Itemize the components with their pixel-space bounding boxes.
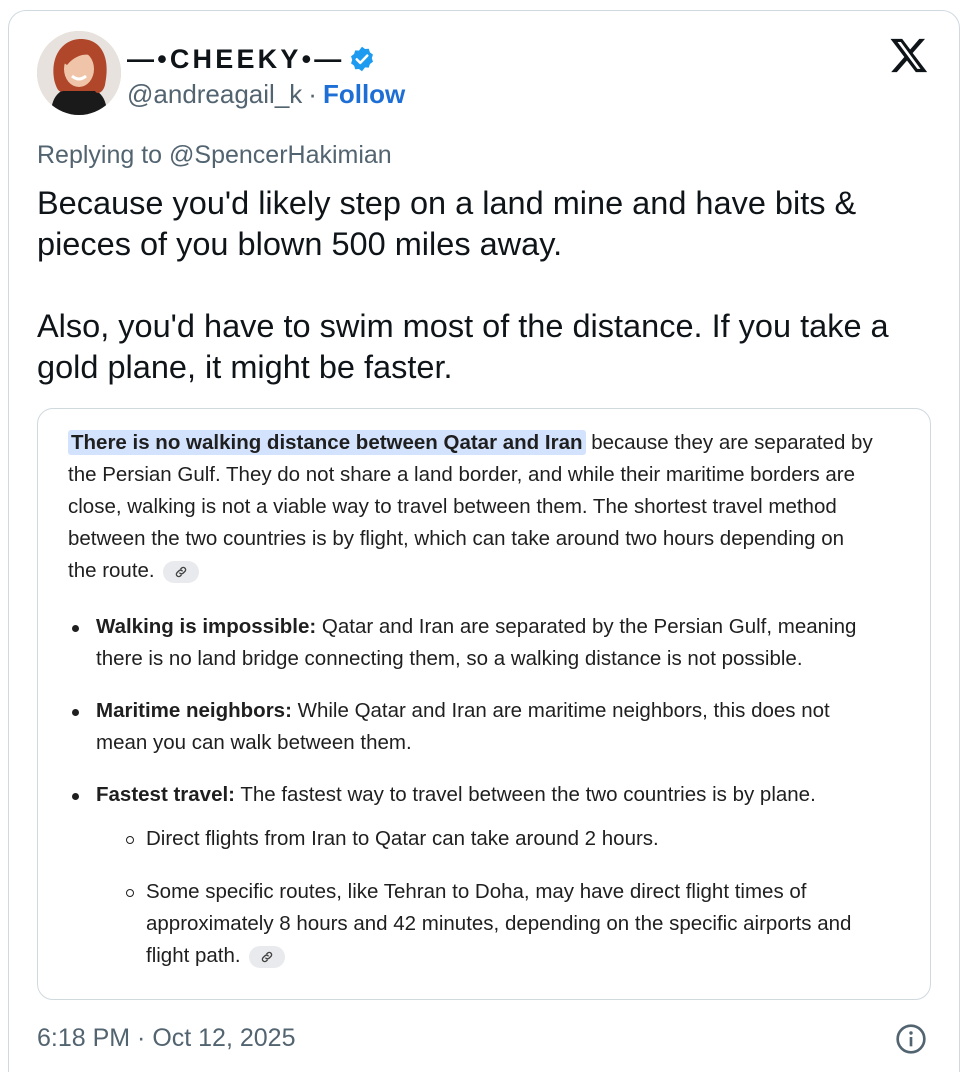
ai-overview-intro bbox=[68, 427, 908, 587]
link-icon bbox=[260, 950, 274, 964]
intro-text: the route. bbox=[68, 559, 155, 582]
follow-button[interactable]: Follow bbox=[322, 79, 406, 109]
highlighted-answer: There is no walking distance between Qatar and Iran bbox=[68, 430, 586, 455]
x-logo-icon[interactable] bbox=[889, 35, 929, 75]
sub-bullet-text: Some specific routes, like Tehran to Doha, may have direct flight times of bbox=[146, 880, 807, 903]
bullet-label: Fastest travel: bbox=[96, 783, 236, 806]
sub-bullet-circle bbox=[126, 889, 134, 897]
tweet-line: gold plane, it might be faster. bbox=[37, 349, 453, 385]
handle[interactable]: @andreagail_k bbox=[127, 79, 303, 109]
bullet-text: there is no land bridge connecting them, so a walking distance is not possible. bbox=[96, 647, 803, 670]
separator-dot: · bbox=[308, 79, 317, 109]
sub-bullet-text: flight path. bbox=[146, 944, 241, 967]
link-icon bbox=[174, 565, 188, 579]
bullet-dot bbox=[72, 793, 79, 800]
sub-bullet-text: approximately 8 hours and 42 minutes, depending on the specific airports and bbox=[146, 912, 852, 935]
bullet-text: Qatar and Iran are separated by the Persian Gulf, meaning bbox=[316, 615, 857, 638]
bullet-text: While Qatar and Iran are maritime neighbors, this does not bbox=[291, 699, 830, 722]
display-name[interactable]: —•CHEEKY•— bbox=[127, 43, 345, 74]
tweet-card bbox=[8, 10, 960, 1072]
info-icon[interactable] bbox=[895, 1023, 927, 1055]
intro-text: because they are separated by bbox=[585, 431, 873, 454]
timestamp[interactable]: 6:18 PM · Oct 12, 2025 bbox=[37, 1024, 296, 1052]
tweet-line: pieces of you blown 500 miles away. bbox=[37, 226, 563, 262]
bullet-label: Maritime neighbors: bbox=[96, 699, 292, 722]
embedded-screenshot[interactable] bbox=[37, 408, 931, 1000]
replying-to: Replying to @SpencerHakimian bbox=[37, 141, 392, 169]
tweet-line: Also, you'd have to swim most of the distance. If you take a bbox=[37, 308, 889, 344]
author-name-row bbox=[127, 39, 376, 79]
bullet-text: The fastest way to travel between the two countries is by plane. bbox=[235, 783, 816, 806]
sub-bullet-text: Direct flights from Iran to Qatar can take around 2 hours. bbox=[146, 827, 659, 850]
intro-text: between the two countries is by flight, which can take around two hours depending on bbox=[68, 527, 845, 550]
source-link-chip[interactable] bbox=[249, 946, 285, 968]
intro-text: the Persian Gulf. They do not share a land border, and while their maritime borders are bbox=[68, 463, 856, 486]
tweet-line: Because you'd likely step on a land mine and have bits & bbox=[37, 185, 857, 221]
handle-row bbox=[127, 79, 405, 110]
intro-text: close, walking is not a viable way to travel between them. The shortest travel method bbox=[68, 495, 837, 518]
bullet-text: mean you can walk between them. bbox=[96, 731, 412, 754]
bullet-dot bbox=[72, 709, 79, 716]
bullet-dot bbox=[72, 625, 79, 632]
verified-badge-icon bbox=[348, 45, 376, 73]
bullet-label: Walking is impossible: bbox=[96, 615, 317, 638]
sub-bullet-circle bbox=[126, 836, 134, 844]
tweet-text bbox=[37, 183, 937, 388]
source-link-chip[interactable] bbox=[163, 561, 199, 583]
avatar[interactable] bbox=[37, 31, 121, 115]
avatar-image bbox=[37, 31, 121, 115]
